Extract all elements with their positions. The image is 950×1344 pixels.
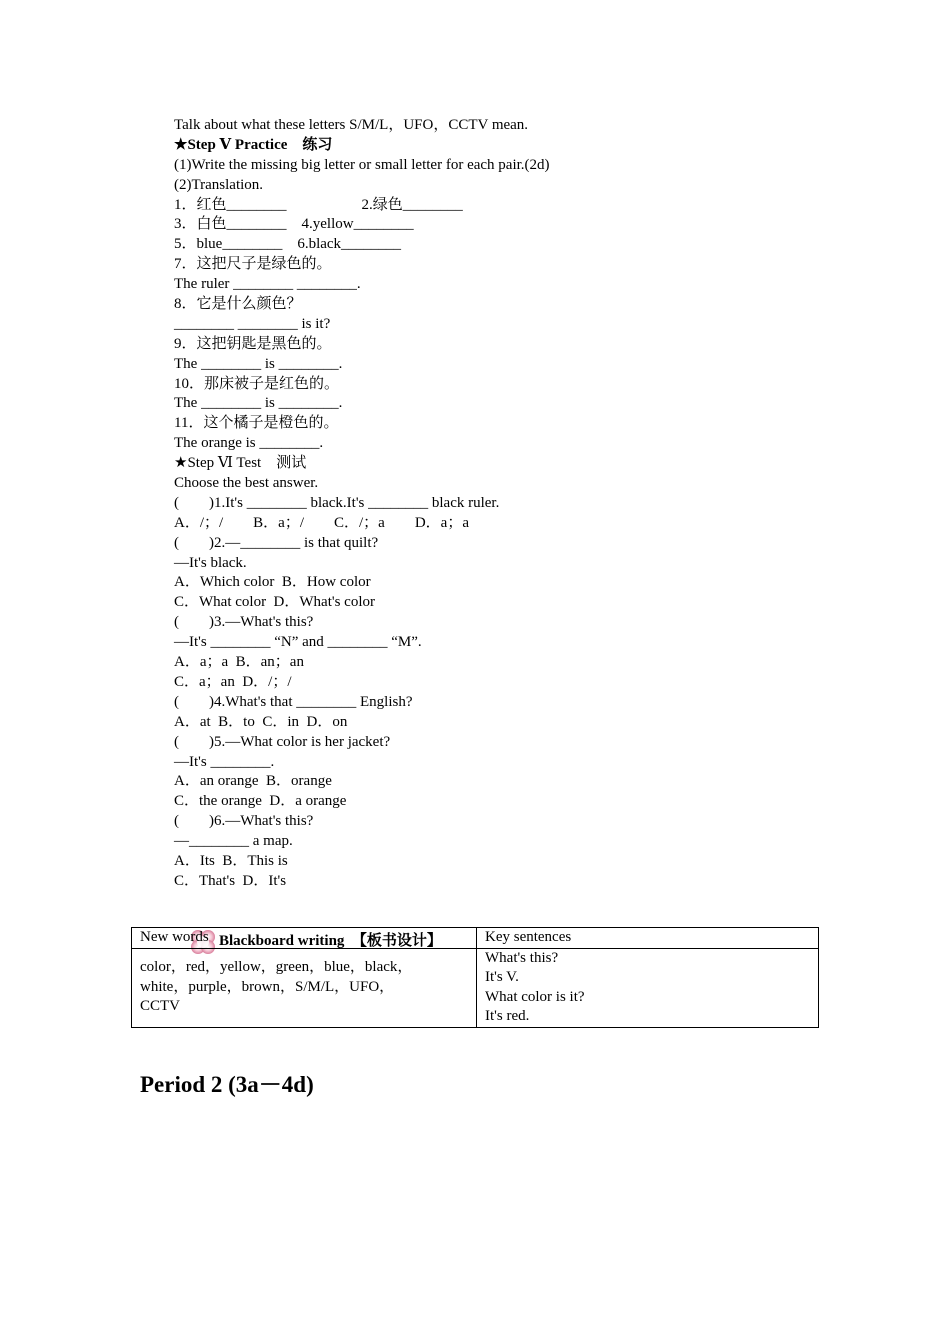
period-title: Period 2 (3a－4d): [140, 1072, 314, 1097]
text-line: The ________ is ________.: [174, 355, 343, 372]
text-line: A．an orange B．orange: [174, 773, 332, 790]
table-header-row: [132, 928, 819, 949]
text-line: 11．这个橘子是橙色的。: [174, 415, 339, 432]
text-line: —It's black.: [174, 554, 247, 571]
text-line: ( )4.What's that ________ English?: [174, 693, 413, 710]
lesson-text-body: [174, 116, 814, 892]
text-line: 7．这把尺子是绿色的。: [174, 256, 332, 273]
word-line: CCTV: [140, 998, 181, 1015]
text-line: (1)Write the missing big letter or small letter for each pair.(2d): [174, 156, 550, 173]
text-line: 8．它是什么颜色？: [174, 296, 302, 313]
text-line: Choose the best answer.: [174, 475, 319, 492]
text-line: The orange is ________.: [174, 435, 324, 452]
text-line: C．That's D．It's: [174, 872, 287, 889]
word-line: white，purple，brown，S/M/L，UFO，: [140, 978, 395, 995]
text-line: Talk about what these letters S/M/L，UFO，CCTV mean.: [174, 117, 529, 133]
new-words-cell: [132, 948, 477, 1027]
text-line: 10．那床被子是红色的。: [174, 375, 340, 392]
text-line: A．a；a B．an；an: [174, 654, 304, 671]
sentence-line: It's red.: [485, 1008, 530, 1024]
table-row: [132, 948, 819, 1027]
text-line: C．a；an D．/；/: [174, 673, 292, 690]
text-line: ( )6.—What's this?: [174, 813, 314, 830]
sentence-line: It's V.: [485, 969, 519, 985]
new-words-header: New words: [132, 928, 477, 949]
text-line: ★Step Ⅴ Practice 练习: [174, 136, 333, 153]
text-line: 1．红色________ 2.绿色________: [174, 196, 463, 213]
text-line: —________ a map.: [174, 833, 293, 850]
text-line: 3．白色________ 4.yellow________: [174, 216, 414, 233]
blackboard-table: [131, 927, 819, 1028]
text-line: The ________ is ________.: [174, 395, 343, 412]
text-line: C．the orange D．a orange: [174, 793, 347, 810]
text-line: ( )1.It's ________ black.It's ________ black ruler.: [174, 494, 500, 511]
text-line: ( )5.—What color is her jacket?: [174, 733, 391, 750]
text-line: —It's ________ “N” and ________ “M”.: [174, 634, 422, 651]
text-line: (2)Translation.: [174, 176, 264, 193]
text-line: C．What color D．What's color: [174, 594, 375, 611]
blackboard-heading-text: Blackboard writing 【板书设计】: [219, 933, 442, 949]
sentence-line: What color is it?: [485, 988, 585, 1005]
word-line: color，red，yellow，green，blue，black，: [140, 959, 413, 976]
key-sentences-header: Key sentences: [477, 928, 819, 949]
text-line: 5．blue________ 6.black________: [174, 236, 402, 253]
text-line: ★Step Ⅵ Test 测试: [174, 455, 307, 472]
text-line: 9．这把钥匙是黑色的。: [174, 335, 332, 352]
text-line: A．/；/ B．a；/ C．/；a D．a；a: [174, 514, 469, 531]
text-line: The ruler ________ ________.: [174, 276, 361, 293]
text-line: ( )2.—________ is that quilt?: [174, 534, 379, 551]
text-line: A．at B．to C．in D．on: [174, 713, 348, 730]
sentence-line: What's this?: [485, 949, 559, 966]
text-line: A．Which color B．How color: [174, 574, 371, 591]
key-sentences-cell: [477, 948, 819, 1027]
text-line: —It's ________.: [174, 753, 275, 770]
text-line: A．Its B．This is: [174, 852, 288, 869]
text-line: ( )3.—What's this?: [174, 614, 314, 631]
text-line: ________ ________ is it?: [174, 315, 331, 332]
